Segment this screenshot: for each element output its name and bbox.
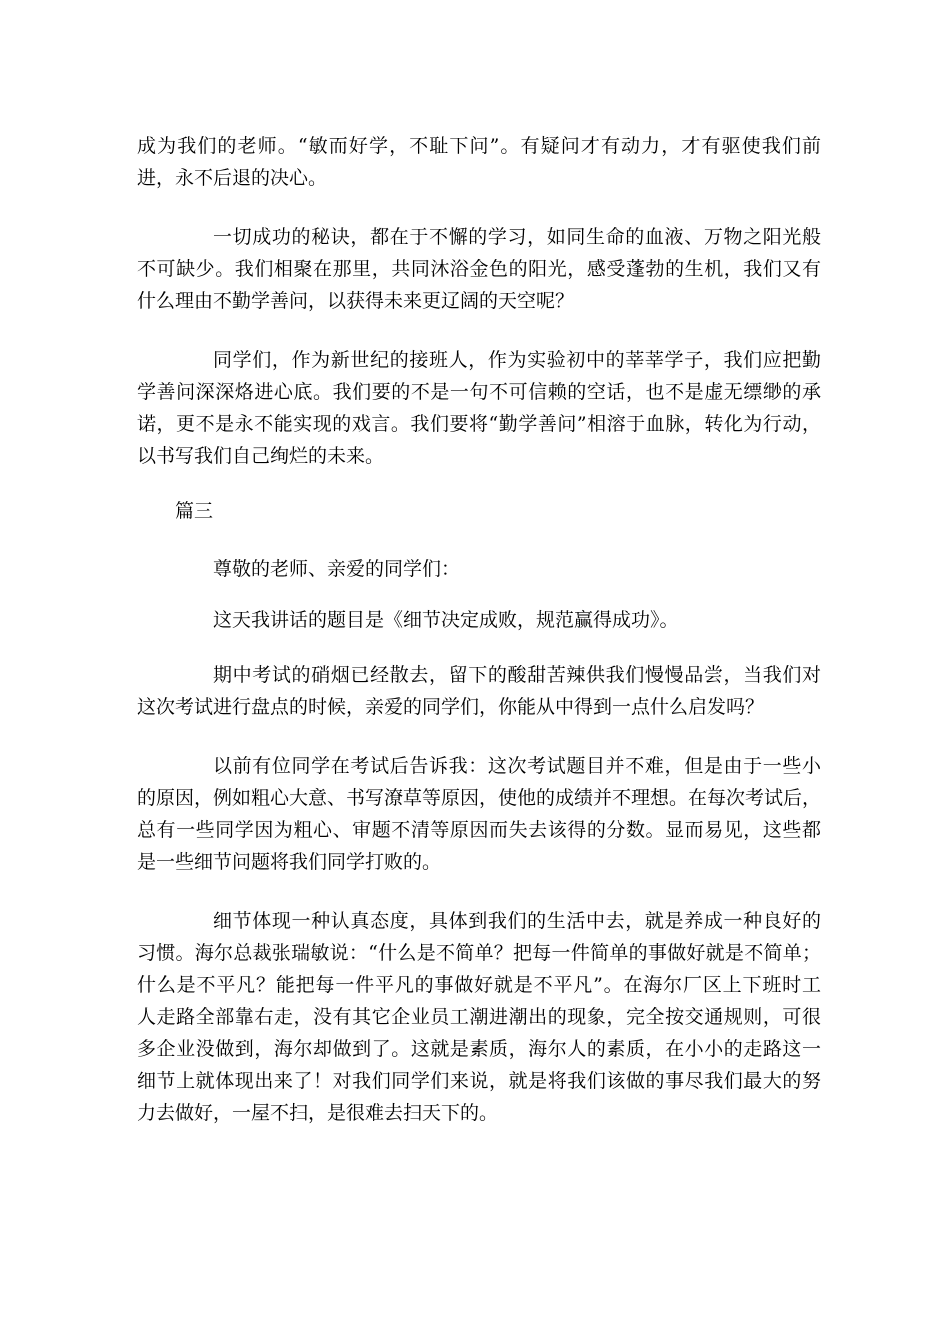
paragraph-line: 人走路全部靠右走，没有其它企业员工潮进潮出的现象，完全按交通规则，可很: [137, 1006, 821, 1028]
paragraph-line: 一切成功的秘诀，都在于不懈的学习，如同生命的血液、万物之阳光般: [213, 226, 821, 248]
heading-text: 篇三: [175, 500, 214, 522]
speech-topic-text: 这天我讲话的题目是《细节决定成败，规范赢得成功》。: [213, 609, 679, 631]
paragraph-line: 同学们，作为新世纪的接班人，作为实验初中的莘莘学子，我们应把勤: [213, 349, 821, 371]
paragraph-line: 期中考试的硝烟已经散去，留下的酸甜苦辣供我们慢慢品尝，当我们对: [213, 664, 821, 686]
paragraph-line: 诺，更不是永不能实现的戏言。我们要将“勤学善问”相溶于血脉，转化为行动，: [137, 413, 821, 435]
paragraph-line: 的原因，例如粗心大意、书写潦草等原因，使他的成绩并不理想。在每次考试后，: [137, 787, 822, 809]
paragraph-line: 力去做好，一屋不扫，是很难去扫天下的。: [137, 1102, 499, 1124]
salutation-text: 尊敬的老师、亲爱的同学们：: [213, 558, 461, 580]
paragraph-2: [137, 221, 821, 317]
paragraph-line: 成为我们的老师。“敏而好学，不耻下问”。有疑问才有动力，才有驱使我们前: [137, 135, 821, 157]
paragraph-line: 是一些细节问题将我们同学打败的。: [137, 851, 442, 873]
speech-topic: [213, 604, 821, 636]
paragraph-6: [137, 659, 821, 723]
paragraph-line: 这次考试进行盘点的时候，亲爱的同学们，你能从中得到一点什么启发吗？: [137, 696, 765, 718]
paragraph-8: [137, 905, 821, 1129]
paragraph-line: 以前有位同学在考试后告诉我：这次考试题目并不难，但是由于一些小: [213, 755, 821, 777]
paragraph-line: 总有一些同学因为粗心、审题不清等原因而失去该得的分数。显而易见，这些都: [137, 819, 821, 841]
paragraph-3: [137, 344, 821, 472]
paragraph-line: 多企业没做到，海尔却做到了。这就是素质，海尔人的素质，在小小的走路这一: [137, 1038, 821, 1060]
paragraph-line: 以书写我们自己绚烂的未来。: [137, 445, 385, 467]
paragraph-line: 细节上就体现出来了！对我们同学们来说，就是将我们该做的事尽我们最大的努: [137, 1070, 821, 1092]
paragraph-line: 习惯。海尔总裁张瑞敏说：“什么是不简单？把每一件简单的事做好就是不简单；: [137, 942, 821, 964]
section-heading: [175, 495, 375, 527]
paragraph-7: [137, 750, 821, 878]
paragraph-1: [137, 130, 821, 194]
paragraph-line: 学善问深深烙进心底。我们要的不是一句不可信赖的空话，也不是虚无缥缈的承: [137, 381, 821, 403]
paragraph-line: 不可缺少。我们相聚在那里，共同沐浴金色的阳光，感受蓬勃的生机，我们又有: [137, 258, 821, 280]
paragraph-line: 进，永不后退的决心。: [137, 167, 328, 189]
paragraph-line: 细节体现一种认真态度，具体到我们的生活中去，就是养成一种良好的: [213, 910, 821, 932]
paragraph-line: 什么理由不勤学善问，以获得未来更辽阔的天空呢？: [137, 290, 575, 312]
paragraph-line: 什么是不平凡？能把每一件平凡的事做好就是不平凡”。在海尔厂区上下班时工: [137, 974, 821, 996]
salutation: [213, 553, 821, 585]
